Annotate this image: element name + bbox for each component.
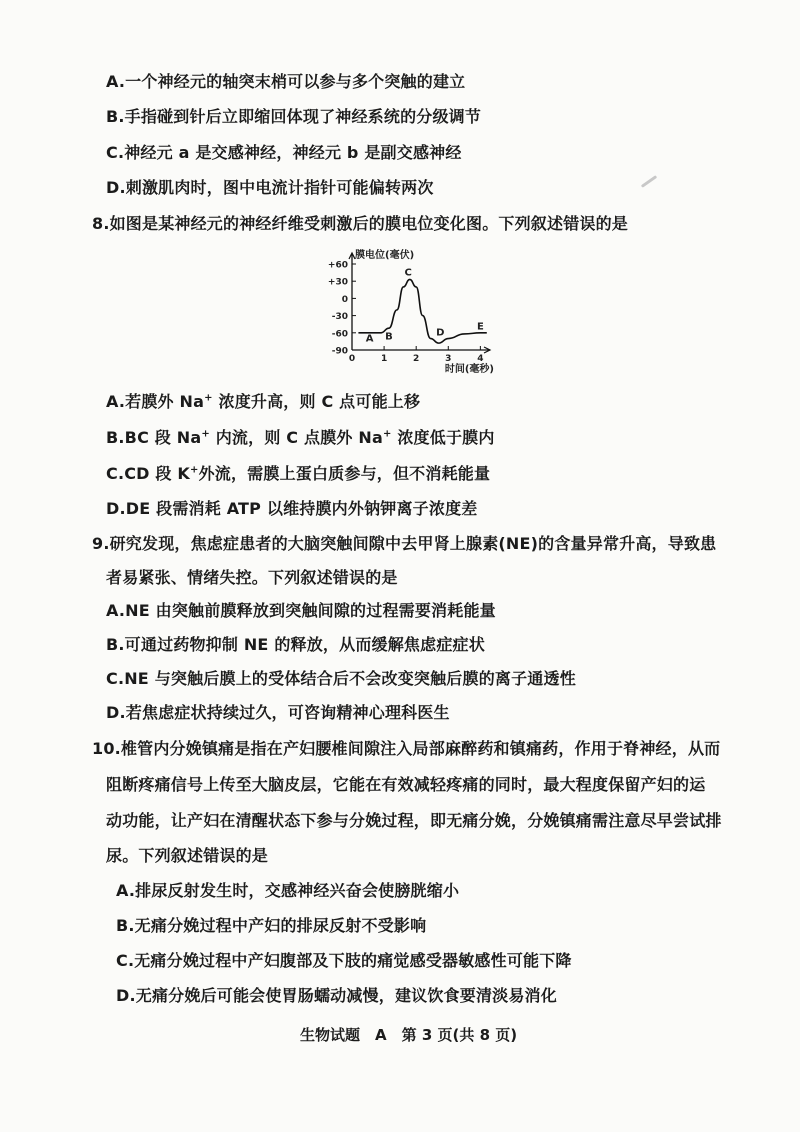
q8-stem: 8.如图是某神经元的神经纤维受刺激后的膜电位变化图。下列叙述错误的是	[92, 214, 629, 233]
chart-point-label: D	[436, 327, 445, 339]
chart-series-line	[358, 279, 486, 343]
chart-y-tick-label: +60	[327, 260, 348, 271]
q8-b-mid: 内流，则 C 点膜外 Na	[215, 428, 383, 447]
chart-x-tick-label: 1	[380, 354, 388, 364]
chart-x-tick-label: 3	[445, 354, 452, 364]
q10-option-c: C.无痛分娩过程中产妇腹部及下肢的痛觉感受器敏感性可能下降	[116, 951, 572, 970]
chart-y-tick-label: -30	[331, 312, 348, 323]
q8-option-c	[106, 464, 490, 484]
q9-stem-line1: 9.研究发现，焦虑症患者的大脑突触间隙中去甲肾上腺素(NE)的含量异常升高，导致患	[92, 534, 717, 553]
q9-option-c: C.NE 与突触后膜上的受体结合后不会改变突触后膜的离子通透性	[106, 669, 576, 688]
q7-option-a: A.一个神经元的轴突末梢可以参与多个突触的建立	[106, 72, 466, 91]
q10-option-d: D.无痛分娩后可能会使胃肠蠕动减慢，建议饮食要清淡易消化	[116, 986, 557, 1005]
chart-point-labels	[366, 267, 484, 344]
q8-option-a	[106, 392, 420, 412]
q8-c-pre: C.CD 段 K	[106, 464, 190, 483]
chart-y-tick-label: 0	[341, 294, 348, 305]
chart-y-tick-label: +30	[327, 277, 348, 288]
plus-sup: +	[201, 428, 210, 440]
q8-a-pre: A.若膜外 Na	[106, 392, 205, 411]
membrane-potential-chart	[318, 248, 498, 378]
q9-option-a: A.NE 由突触前膜释放到突触间隙的过程需要消耗能量	[106, 601, 496, 620]
plus-sup: +	[382, 428, 392, 440]
q10-stem-line2: 阻断疼痛信号上传至大脑皮层，它能在有效减轻疼痛的同时，最大程度保留产妇的运	[106, 775, 706, 794]
q8-b-pre: B.BC 段 Na	[106, 428, 202, 447]
q10-option-b: B.无痛分娩过程中产妇的排尿反射不受影响	[116, 916, 427, 935]
q9-stem-line2: 者易紧张、情绪失控。下列叙述错误的是	[106, 568, 398, 587]
page-footer: 生物试题 A 第 3 页(共 8 页)	[300, 1026, 518, 1044]
chart-x-label: 时间(毫秒)	[444, 364, 494, 375]
q9-option-b: B.可通过药物抑制 NE 的释放，从而缓解焦虑症症状	[106, 635, 485, 654]
chart-x-ticks	[349, 346, 484, 364]
chart-point-label: A	[365, 333, 374, 345]
q8-option-b	[106, 428, 495, 448]
chart-y-tick-label: -90	[331, 346, 348, 357]
chart-x-tick-label: 2	[413, 354, 420, 364]
chart-y-label: 膜电位(毫伏)	[355, 250, 415, 261]
q7-option-c: C.神经元 a 是交感神经，神经元 b 是副交感神经	[106, 143, 462, 162]
plus-sup: +	[204, 392, 213, 404]
chart-point-label: E	[476, 321, 484, 333]
scan-mark	[641, 175, 657, 188]
q10-stem-line4: 尿。下列叙述错误的是	[106, 846, 269, 865]
q7-option-d: D.刺激肌肉时，图中电流计指针可能偏转两次	[106, 178, 434, 197]
q7-option-b: B.手指碰到针后立即缩回体现了神经系统的分级调节	[106, 107, 482, 126]
q8-b-post: 浓度低于膜内	[397, 428, 495, 447]
chart-point-label: B	[385, 331, 393, 343]
q8-option-d: D.DE 段需消耗 ATP 以维持膜内外钠钾离子浓度差	[106, 499, 478, 518]
chart-point-label: C	[404, 267, 412, 279]
q10-stem-line1: 10.椎管内分娩镇痛是指在产妇腰椎间隙注入局部麻醉药和镇痛药，作用于脊神经，从而	[92, 739, 721, 758]
chart-x-tick-label: 0	[348, 354, 356, 364]
chart-y-tick-label: -60	[331, 329, 348, 340]
q8-c-post: 外流，需膜上蛋白质参与，但不消耗能量	[198, 464, 491, 483]
plus-sup: +	[189, 464, 199, 476]
q8-a-post: 浓度升高，则 C 点可能上移	[218, 392, 421, 411]
q10-stem-line3: 动功能，让产妇在清醒状态下参与分娩过程，即无痛分娩，分娩镇痛需注意尽早尝试排	[106, 811, 722, 830]
q10-option-a: A.排尿反射发生时，交感神经兴奋会使膀胱缩小	[116, 881, 460, 900]
chart-x-tick-label: 4	[477, 354, 484, 364]
q9-option-d: D.若焦虑症状持续过久，可咨询精神心理科医生	[106, 703, 450, 722]
